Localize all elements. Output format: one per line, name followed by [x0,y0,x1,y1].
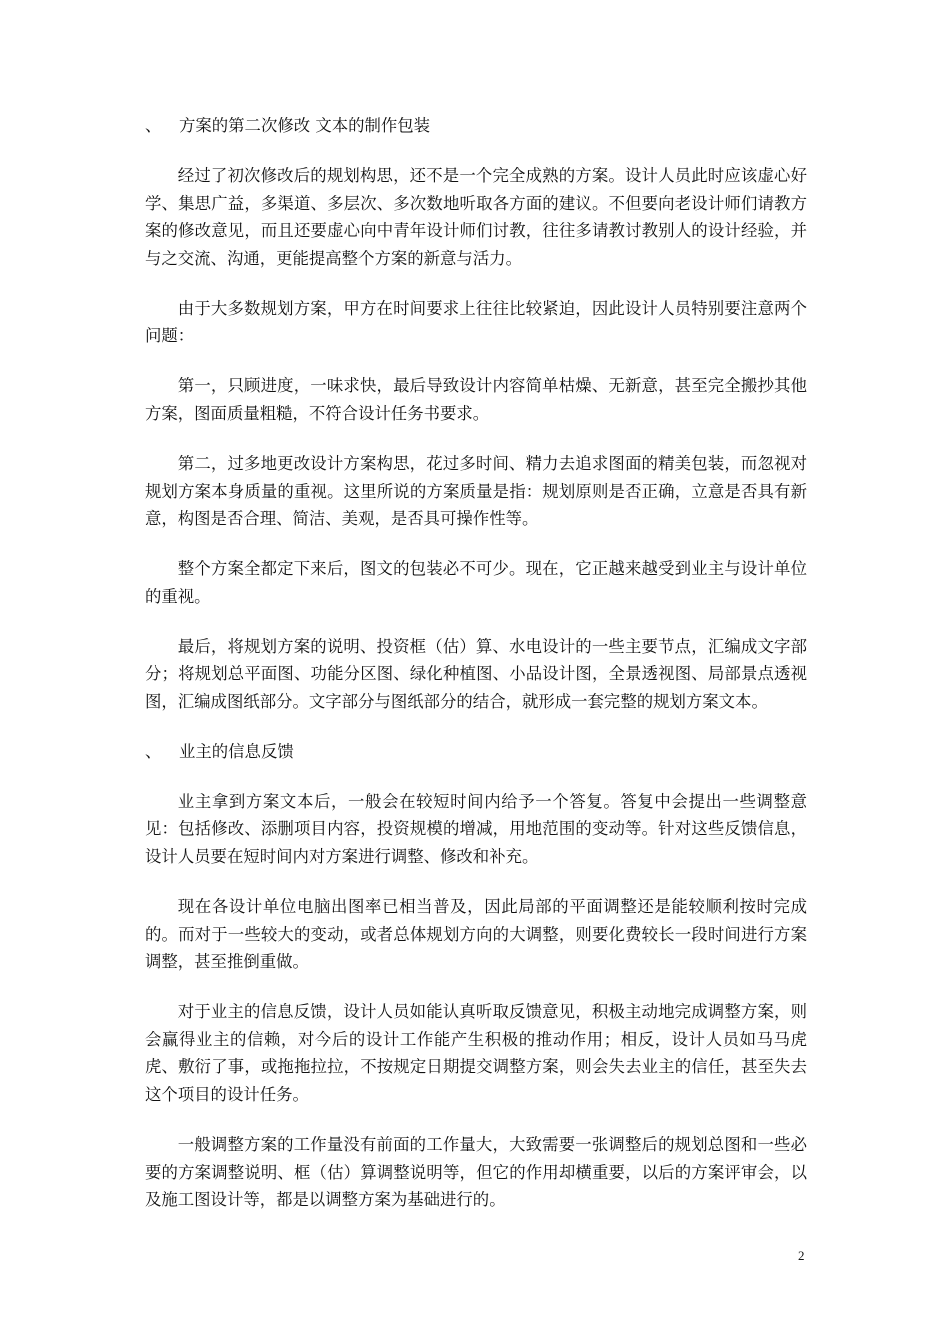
heading-text: 业主的信息反馈 [179,741,294,761]
heading-text: 方案的第二次修改 文本的制作包装 [179,116,431,135]
paragraph: 业主拿到方案文本后，一般会在较短时间内给予一个答复。答复中会提出一些调整意见：包括修改、添删项目内容，投资规模的增减，用地范围的变动等。针对这些反馈信息，设计人员要在短时间内对方案进行调整、修改和补充。 [145,791,807,867]
paragraph: 由于大多数规划方案，甲方在时间要求上往往比较紧迫，因此设计人员特别要注意两个问题： [145,298,807,346]
paragraph: 最后，将规划方案的说明、投资框（估）算、水电设计的一些主要节点，汇编成文字部分；将规划总平面图、功能分区图、绿化种植图、小品设计图，全景透视图、局部景点透视图，汇编成图纸部分。文字部分与图纸部分的结合，就形成一套完整的规划方案文本。 [145,636,807,711]
paragraph: 第一，只顾进度，一味求快，最后导致设计内容简单枯燥、无新意，甚至完全搬抄其他方案，图面质量粗糙，不符合设计任务书要求。 [145,376,807,423]
paragraph: 现在各设计单位电脑出图率已相当普及，因此局部的平面调整还是能较顺利按时完成的。而对于一些较大的变动，或者总体规划方向的大调整，则要化费较长一段时间进行方案调整，甚至推倒重做。 [145,897,807,972]
list-marker: 、 [145,116,162,135]
paragraph: 一般调整方案的工作量没有前面的工作量大，大致需要一张调整后的规划总图和一些必要的方案调整说明、框（估）算调整说明等，但它的作用却横重要，以后的方案评审会，以及施工图设计等，都是以调整方案为基础进行的。 [145,1134,807,1210]
list-marker: 、 [145,741,162,761]
section-heading-revision [145,112,807,140]
paragraph: 第二，过多地更改设计方案构思，花过多时间、精力去追求图面的精美包装，而忽视对规划方案本身质量的重视。这里所说的方案质量是指：规划原则是否正确，立意是否具有新意，构图是否合理、简洁、美观，是否具可操作性等。 [145,453,807,529]
section-heading-feedback [145,738,807,766]
paragraph: 对于业主的信息反馈，设计人员如能认真听取反馈意见，积极主动地完成调整方案，则会赢得业主的信赖，对今后的设计工作能产生积极的推动作用；相反，设计人员如马马虎虎、敷衍了事，或拖拖拉拉，不按规定日期提交调整方案，则会失去业主的信任，甚至失去这个项目的设计任务。 [145,1002,807,1104]
document-body [145,112,807,1236]
paragraph: 整个方案全都定下来后，图文的包装必不可少。现在，它正越来越受到业主与设计单位的重视。 [145,559,807,606]
page-number: 2 [798,1248,805,1263]
paragraph: 经过了初次修改后的规划构思，还不是一个完全成熟的方案。设计人员此时应该虚心好学、集思广益，多渠道、多层次、多次数地听取各方面的建议。不但要向老设计师们请教方案的修改意见，而且还要虚心向中青年设计师们讨教，往往多请教讨教别人的设计经验，并与之交流、沟通，更能提高整个方案的新意与活力。 [145,166,807,268]
